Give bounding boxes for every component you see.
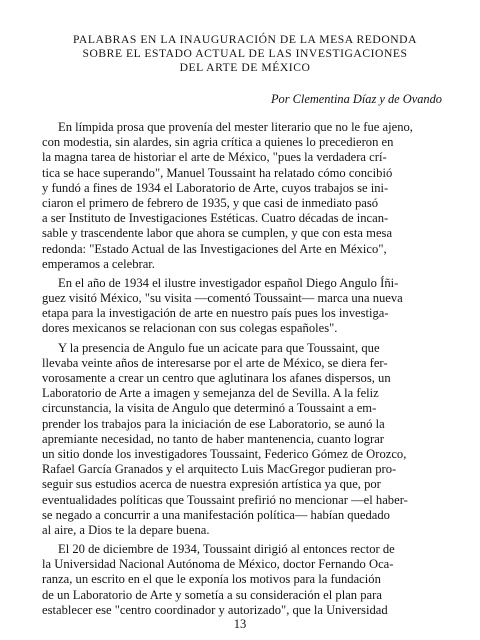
paragraph-2: [42, 276, 442, 337]
text-line: establecer ese "centro coordinador y autorizado", que la Universidad: [42, 602, 388, 617]
text-line: ranza, un escrito en el que le exponía los motivos para la fundación: [42, 572, 381, 587]
text-line: y fundó a fines de 1934 el Laboratorio de Arte, cuyos trabajos se ini-: [42, 180, 389, 195]
text-line: la Universidad Nacional Autónoma de México, doctor Fernando Oca-: [42, 557, 394, 572]
author-byline: Por Clementina Díaz y de Ovando: [270, 92, 442, 106]
title-line-3: DEL ARTE DE MÉXICO: [179, 61, 311, 74]
text-line: redonda: "Estado Actual de las Investigaciones del Arte en México",: [42, 241, 387, 256]
text-line: En límpida prosa que provenía del mester literario que no le fue ajeno,: [58, 120, 413, 134]
text-line: En el año de 1934 el ilustre investigador español Diego Angulo Íñi-: [58, 275, 399, 290]
text-line: Rafael García Granados y el arquitecto Luis MacGregor pudieran pro-: [42, 462, 397, 477]
text-line: de un Laboratorio de Arte y sometía a su consideración el plan para: [42, 587, 382, 602]
text-line: apremiante necesidad, no tanto de haber mantenencia, cuanto lograr: [42, 431, 384, 446]
title-line-1: PALABRAS EN LA INAUGURACIÓN DE LA MESA REDONDA: [72, 33, 418, 46]
text-line: sable y trascendente labor que ahora se cumplen, y que con esta mesa: [42, 226, 393, 241]
text-line: Y la presencia de Angulo fue un acicate para que Toussaint, que: [58, 340, 380, 355]
text-line: un sitio donde los investigadores Toussaint, Federico Gómez de Orozco,: [42, 446, 407, 461]
paragraph-4: [42, 542, 442, 618]
text-line: a ser Instituto de Investigaciones Estéticas. Cuatro décadas de incan-: [42, 211, 389, 226]
page-number: 13: [233, 617, 247, 631]
text-line: vorosamente a crear un centro que aglutinara los afanes dispersos, un: [42, 371, 391, 385]
text-line: se negado a concurrir a una manifestación política— habían quedado: [42, 507, 390, 522]
text-line: circunstancia, la visita de Angulo que determinó a Toussaint a em-: [42, 401, 377, 416]
text-line: etapa para la investigación de arte en nuestro país pues los investiga-: [42, 306, 389, 321]
body-text: [42, 120, 442, 622]
text-line: con modestia, sin alardes, sin agria crítica a quienes lo precedieron en: [42, 135, 394, 150]
text-line: tica se hace superando", Manuel Toussaint ha relatado cómo concibió: [42, 165, 393, 180]
text-line: emperamos a celebrar.: [42, 256, 155, 271]
paragraph-1: [42, 120, 442, 272]
text-line: El 20 de diciembre de 1934, Toussaint dirigió al entonces rector de: [58, 542, 395, 557]
text-line: llevaba veinte años de interesarse por el arte de México, se diera fer-: [42, 355, 388, 370]
text-line: Laboratorio de Arte a imagen y semejanza del de Sevilla. A la feliz: [42, 386, 379, 401]
text-line: guez visitó México, "su visita —comentó Toussaint— marca una nueva: [42, 291, 403, 306]
paragraph-3: [42, 341, 442, 538]
text-line: seguir sus estudios acerca de nuestra expresión artística ya que, por: [42, 477, 381, 492]
text-line: dores mexicanos se relacionan con sus colegas españoles".: [42, 321, 338, 336]
text-line: la magna tarea de historiar el arte de México, "pues la verdadera crí-: [42, 150, 387, 165]
text-line: eventualidades políticas que Toussaint prefirió no mencionar —el haber-: [42, 492, 408, 507]
title-line-2: SOBRE EL ESTADO ACTUAL DE LAS INVESTIGACIONES: [82, 47, 408, 60]
text-line: ciaron el primero de febrero de 1935, y que casi de inmediato pasó: [42, 195, 379, 210]
text-line: prender los trabajos para la iniciación de ese Laboratorio, se aunó la: [42, 416, 385, 431]
text-line: al aire, a Dios te la depare buena.: [42, 522, 210, 537]
